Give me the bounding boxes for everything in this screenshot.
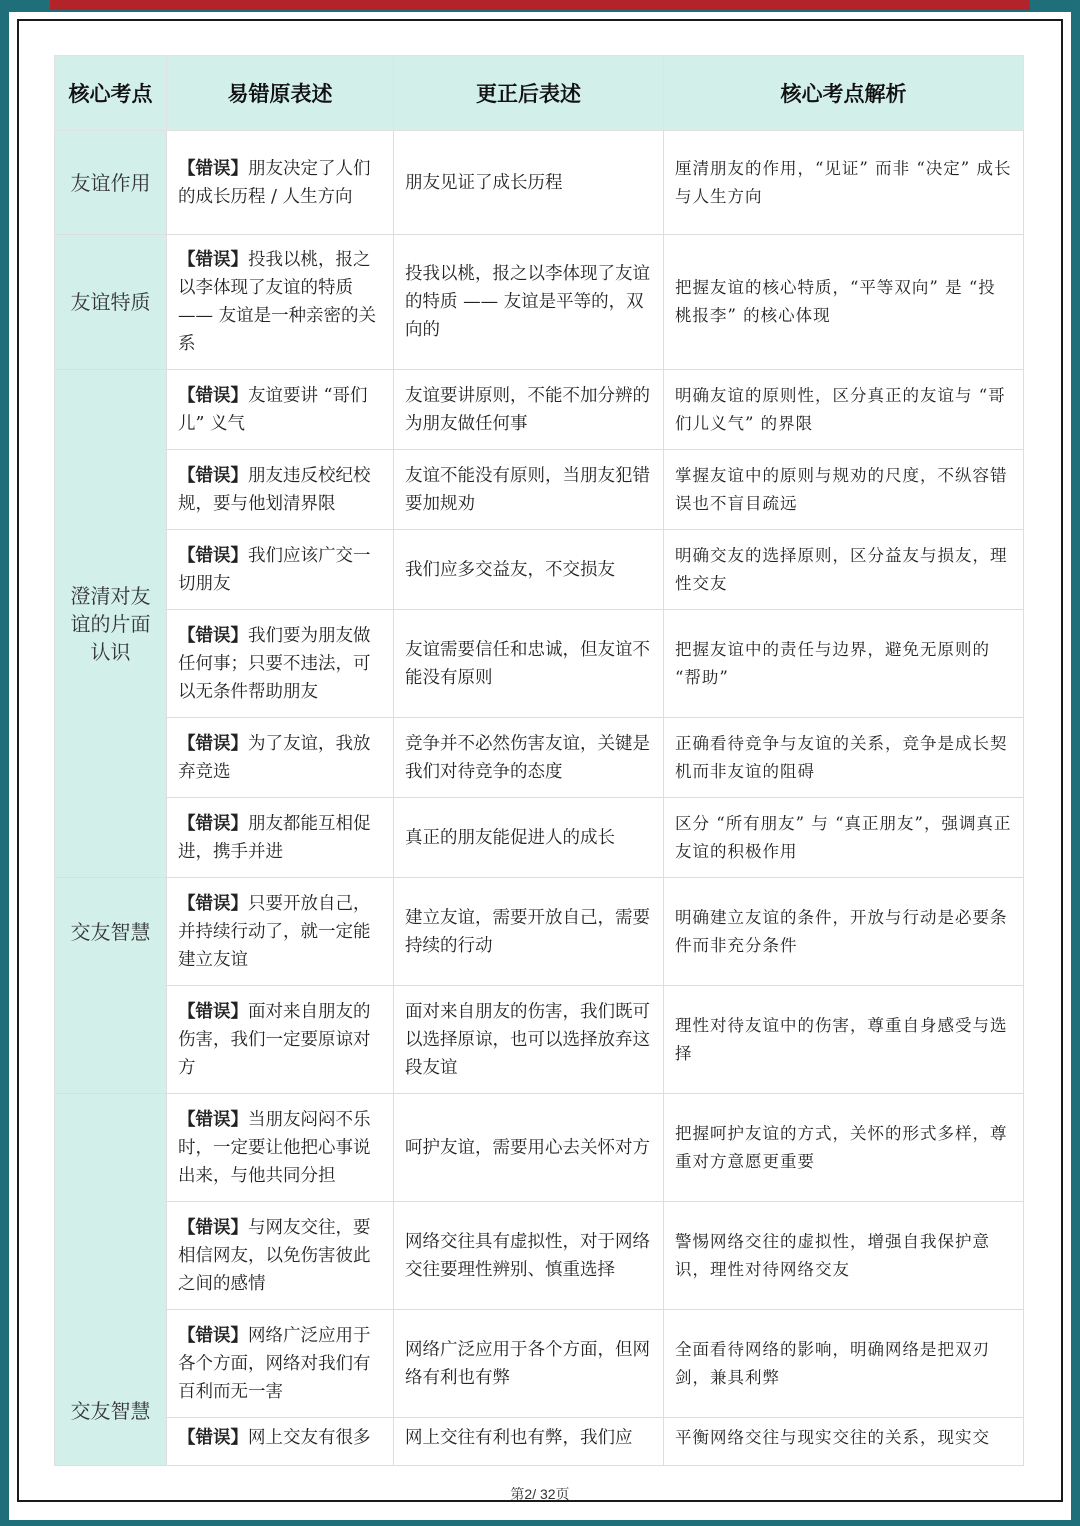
wrong-tag: 【错误】 <box>178 545 248 566</box>
corrected-cell: 友谊需要信任和忠诚，但友谊不能没有原则 <box>394 610 664 718</box>
original-cell <box>167 610 394 718</box>
original-text: 友谊要讲 “哥们儿” 义气 <box>178 385 368 434</box>
original-text: 朋友决定了人们的成长历程 / 人生方向 <box>178 158 371 207</box>
analysis-cell: 平衡网络交往与现实交往的关系，现实交 <box>664 1418 1024 1466</box>
corrected-cell: 我们应多交益友，不交损友 <box>394 530 664 610</box>
analysis-cell: 掌握友谊中的原则与规劝的尺度，不纵容错误也不盲目疏远 <box>664 450 1024 530</box>
original-text: 我们应该广交一切朋友 <box>178 545 371 594</box>
analysis-cell: 正确看待竞争与友谊的关系，竞争是成长契机而非友谊的阻碍 <box>664 718 1024 798</box>
table-header-row <box>55 56 1024 131</box>
header-analysis: 核心考点解析 <box>664 56 1024 131</box>
original-text: 朋友违反校纪校规，要与他划清界限 <box>178 465 371 514</box>
top-decor-strip <box>50 0 1030 10</box>
analysis-cell: 全面看待网络的影响，明确网络是把双刃剑，兼具利弊 <box>664 1310 1024 1418</box>
analysis-cell: 区分 “所有朋友” 与 “真正朋友”，强调真正友谊的积极作用 <box>664 798 1024 878</box>
wrong-tag: 【错误】 <box>178 1325 248 1346</box>
original-cell <box>167 131 394 235</box>
table-row <box>55 798 1024 878</box>
wrong-tag: 【错误】 <box>178 158 248 179</box>
table-row <box>55 1418 1024 1466</box>
table-row <box>55 235 1024 370</box>
wrong-tag: 【错误】 <box>178 1109 248 1130</box>
analysis-cell: 警惕网络交往的虚拟性，增强自我保护意识，理性对待网络交友 <box>664 1202 1024 1310</box>
original-cell <box>167 1094 394 1202</box>
original-text: 朋友都能互相促进，携手并进 <box>178 813 371 862</box>
original-cell <box>167 878 394 986</box>
corrected-cell: 投我以桃，报之以李体现了友谊的特质 —— 友谊是平等的，双向的 <box>394 235 664 370</box>
analysis-cell: 明确友谊的原则性，区分真正的友谊与 “哥们儿义气” 的界限 <box>664 370 1024 450</box>
analysis-cell: 明确建立友谊的条件，开放与行动是必要条件而非充分条件 <box>664 878 1024 986</box>
table-row <box>55 1094 1024 1202</box>
page-number: 第2/ 32页 <box>510 1486 570 1502</box>
analysis-cell: 理性对待友谊中的伤害，尊重自身感受与选择 <box>664 986 1024 1094</box>
original-cell <box>167 986 394 1094</box>
original-text: 网络广泛应用于各个方面，网络对我们有百利而无一害 <box>178 1325 371 1402</box>
original-text: 我们要为朋友做任何事；只要不违法，可以无条件帮助朋友 <box>178 625 371 702</box>
wrong-tag: 【错误】 <box>178 893 248 914</box>
analysis-cell: 把握友谊中的责任与边界，避免无原则的 “帮助” <box>664 610 1024 718</box>
corrected-cell: 呵护友谊，需要用心去关怀对方 <box>394 1094 664 1202</box>
table-row <box>55 1202 1024 1310</box>
original-cell <box>167 798 394 878</box>
corrected-cell: 真正的朋友能促进人的成长 <box>394 798 664 878</box>
category-cell: 交友智慧 <box>55 878 167 1094</box>
table-row <box>55 1310 1024 1418</box>
analysis-cell: 厘清朋友的作用，“见证” 而非 “决定” 成长与人生方向 <box>664 131 1024 235</box>
corrected-cell: 面对来自朋友的伤害，我们既可以选择原谅，也可以选择放弃这段友谊 <box>394 986 664 1094</box>
category-cell: 澄清对友谊的片面认识 <box>55 370 167 878</box>
original-cell <box>167 530 394 610</box>
header-key-point: 核心考点 <box>55 56 167 131</box>
original-cell <box>167 1418 394 1466</box>
original-cell <box>167 718 394 798</box>
table-row <box>55 718 1024 798</box>
original-cell <box>167 1202 394 1310</box>
table-row <box>55 131 1024 235</box>
category-cell: 交友智慧 <box>55 1094 167 1466</box>
original-text: 面对来自朋友的伤害，我们一定要原谅对方 <box>178 1001 371 1078</box>
table-row <box>55 610 1024 718</box>
original-text: 网上交友有很多 <box>248 1428 371 1448</box>
wrong-tag: 【错误】 <box>178 1217 248 1238</box>
header-corrected: 更正后表述 <box>394 56 664 131</box>
table-row <box>55 370 1024 450</box>
corrected-cell: 网络广泛应用于各个方面，但网络有利也有弊 <box>394 1310 664 1418</box>
wrong-tag: 【错误】 <box>178 625 248 646</box>
wrong-tag: 【错误】 <box>178 385 248 406</box>
original-text: 为了友谊，我放弃竞选 <box>178 733 371 782</box>
original-text: 当朋友闷闷不乐时，一定要让他把心事说出来，与他共同分担 <box>178 1109 371 1186</box>
corrected-cell: 网络交往具有虚拟性，对于网络交往要理性辨别、慎重选择 <box>394 1202 664 1310</box>
original-text: 与网友交往，要相信网友，以免伤害彼此之间的感情 <box>178 1217 371 1294</box>
original-cell <box>167 1310 394 1418</box>
analysis-cell: 把握友谊的核心特质，“平等双向” 是 “投桃报李” 的核心体现 <box>664 235 1024 370</box>
table-row <box>55 530 1024 610</box>
analysis-cell: 明确交友的选择原则，区分益友与损友，理性交友 <box>664 530 1024 610</box>
table-row <box>55 450 1024 530</box>
table-row <box>55 878 1024 986</box>
wrong-tag: 【错误】 <box>178 1428 248 1448</box>
original-text: 投我以桃，报之以李体现了友谊的特质 —— 友谊是一种亲密的关系 <box>178 250 377 354</box>
corrected-cell: 竞争并不必然伤害友谊，关键是我们对待竞争的态度 <box>394 718 664 798</box>
category-cell: 友谊作用 <box>55 131 167 235</box>
corrected-cell: 友谊不能没有原则，当朋友犯错要加规劝 <box>394 450 664 530</box>
wrong-tag: 【错误】 <box>178 733 248 754</box>
table-row <box>55 986 1024 1094</box>
original-cell <box>167 235 394 370</box>
wrong-tag: 【错误】 <box>178 465 248 486</box>
corrected-cell: 建立友谊，需要开放自己，需要持续的行动 <box>394 878 664 986</box>
original-text: 只要开放自己，并持续行动了，就一定能建立友谊 <box>178 893 371 970</box>
category-cell: 友谊特质 <box>55 235 167 370</box>
analysis-cell: 把握呵护友谊的方式，关怀的形式多样，尊重对方意愿更重要 <box>664 1094 1024 1202</box>
original-cell <box>167 370 394 450</box>
wrong-tag: 【错误】 <box>178 1001 248 1022</box>
corrected-cell: 友谊要讲原则，不能不加分辨的为朋友做任何事 <box>394 370 664 450</box>
original-cell <box>167 450 394 530</box>
header-original: 易错原表述 <box>167 56 394 131</box>
wrong-tag: 【错误】 <box>178 813 248 834</box>
corrected-cell: 朋友见证了成长历程 <box>394 131 664 235</box>
corrected-cell: 网上交往有利也有弊，我们应 <box>394 1418 664 1466</box>
wrong-tag: 【错误】 <box>178 250 248 270</box>
mistakes-table <box>54 55 1024 1466</box>
